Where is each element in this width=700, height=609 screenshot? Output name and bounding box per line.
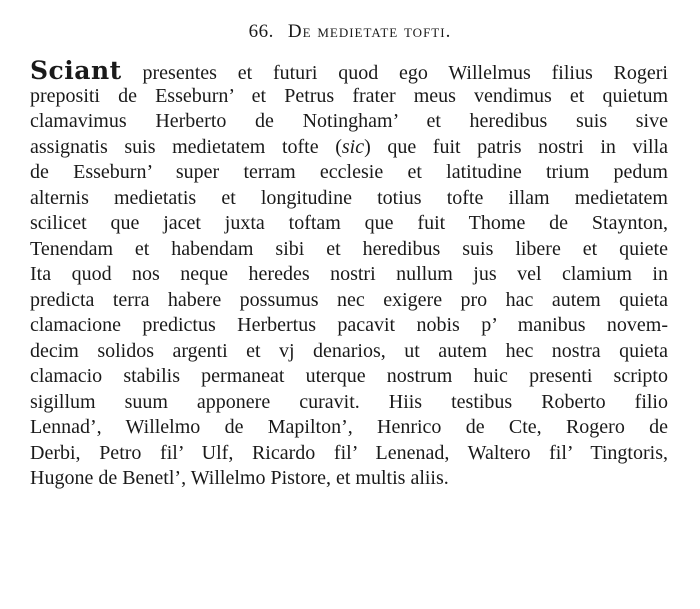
text-line: Derbi, Petro fil’ Ulf, Ricardo fil’ Lenenad, Waltero fil’ Tingtoris, <box>30 441 668 464</box>
text-fragment: assignatis suis medietatem tofte ( <box>30 135 342 158</box>
text-line: decim solidos argenti et vj denarios, ut autem hec nostra quieta <box>30 339 668 362</box>
charter-text <box>30 58 668 492</box>
text-fragment: ) que fuit patris nostri in villa <box>364 135 669 158</box>
text-line: prepositi de Esseburn’ et Petrus frater meus vendimus et quietum <box>30 84 668 107</box>
text-line: Hugone de Benetl’, Willelmo Pistore, et multis aliis. <box>30 467 449 489</box>
charter-title: De medietate tofti. <box>287 21 452 42</box>
text-line: clamavimus Herberto de Notingham’ et heredibus suis sive <box>30 110 668 132</box>
text-line: Tenendam et habendam sibi et heredibus suis libere et quiete <box>30 237 668 260</box>
text-line: de Esseburn’ super terram ecclesie et latitudine trium pedum <box>30 161 668 183</box>
text-line <box>30 135 668 161</box>
text-line: clamacio stabilis permaneat uterque nostrum huic presenti scripto <box>30 365 668 387</box>
text-fragment: presentes et futuri quod ego Willelmus filius Rogeri <box>121 62 668 84</box>
text-line: Lennad’, Willelmo de Mapilton’, Henrico de Cte, Rogero de <box>30 416 668 438</box>
text-line: scilicet que jacet juxta toftam que fuit Thome de Staynton, <box>30 212 668 234</box>
text-line: clamacione predictus Herbertus pacavit nobis p’ manibus novem- <box>30 314 668 336</box>
text-line: sigillum suum apponere curavit. Hiis testibus Roberto filio <box>30 390 668 413</box>
text-line: predicta terra habere possumus nec exigere pro hac autem quieta <box>30 288 668 311</box>
text-line <box>30 58 668 84</box>
charter-number: 66. <box>248 21 274 42</box>
sic-annotation: sic <box>341 135 365 158</box>
charter-heading <box>0 21 700 43</box>
text-line: alternis medietatis et longitudine totius tofte illam medietatem <box>30 186 668 209</box>
incipit-word: Sciant <box>30 56 122 85</box>
text-line: Ita quod nos neque heredes nostri nullum jus vel clamium in <box>30 263 668 285</box>
